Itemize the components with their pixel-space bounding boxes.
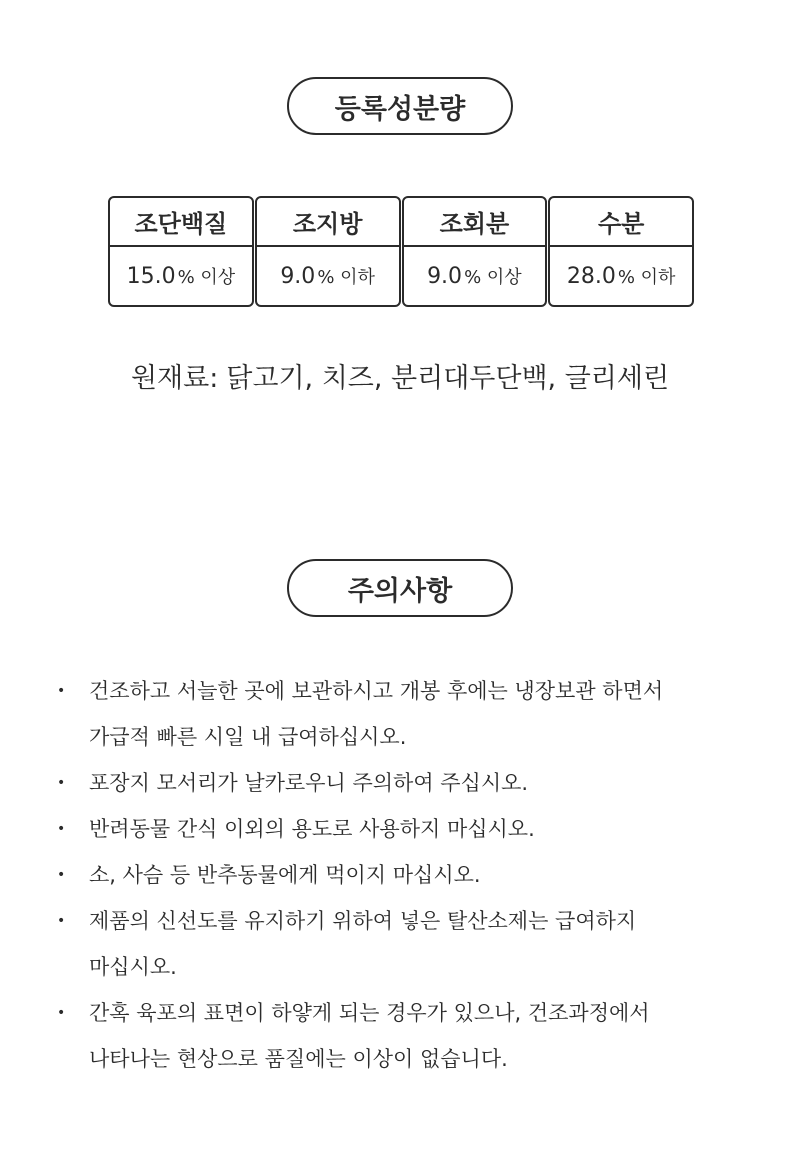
- composition-name: 조지방: [257, 198, 399, 247]
- composition-value: 9.0 % 이상: [427, 263, 522, 289]
- caution-item: [0, 806, 800, 852]
- composition-table: [108, 196, 694, 307]
- composition-cell: [548, 196, 694, 307]
- composition-section-title: 등록성분량: [287, 77, 513, 135]
- caution-text: 나타나는 현상으로 품질에는 이상이 없습니다.: [89, 1047, 508, 1071]
- cautions-section-title: 주의사항: [287, 559, 513, 617]
- bullet-icon: •: [57, 867, 66, 883]
- caution-text: 건조하고 서늘한 곳에 보관하시고 개봉 후에는 냉장보관 하면서: [89, 679, 664, 703]
- caution-item: [0, 990, 800, 1082]
- bullet-icon: •: [57, 683, 66, 699]
- composition-cell: [108, 196, 254, 307]
- composition-name: 수분: [550, 198, 692, 247]
- caution-text: 제품의 신선도를 유지하기 위하여 넣은 탈산소제는 급여하지: [89, 909, 637, 933]
- composition-name: 조단백질: [110, 198, 252, 247]
- caution-text: 포장지 모서리가 날카로우니 주의하여 주십시오.: [89, 771, 529, 795]
- composition-name: 조회분: [404, 198, 546, 247]
- caution-item: [0, 898, 800, 990]
- caution-text: 가급적 빠른 시일 내 급여하십시오.: [89, 725, 407, 749]
- composition-value: 15.0 % 이상: [126, 263, 236, 289]
- caution-item: [0, 668, 800, 760]
- caution-text: 소, 사슴 등 반추동물에게 먹이지 마십시오.: [89, 863, 481, 887]
- ingredients-label: 원재료:: [130, 363, 219, 394]
- cautions-list: [0, 668, 800, 1082]
- bullet-icon: •: [57, 821, 66, 837]
- caution-text: 반려동물 간식 이외의 용도로 사용하지 마십시오.: [89, 817, 535, 841]
- caution-text: 마십시오.: [89, 955, 177, 979]
- ingredients-line: [0, 356, 800, 395]
- caution-text: 간혹 육포의 표면이 하얗게 되는 경우가 있으나, 건조과정에서: [89, 1001, 650, 1025]
- caution-item: [0, 760, 800, 806]
- composition-cell: [255, 196, 401, 307]
- bullet-icon: •: [57, 1005, 66, 1021]
- ingredients-text: 닭고기, 치즈, 분리대두단백, 글리세린: [226, 363, 670, 394]
- composition-cell: [402, 196, 548, 307]
- bullet-icon: •: [57, 775, 66, 791]
- composition-value: 28.0 % 이하: [566, 263, 676, 289]
- composition-value: 9.0 % 이하: [280, 263, 375, 289]
- caution-item: [0, 852, 800, 898]
- bullet-icon: •: [57, 913, 66, 929]
